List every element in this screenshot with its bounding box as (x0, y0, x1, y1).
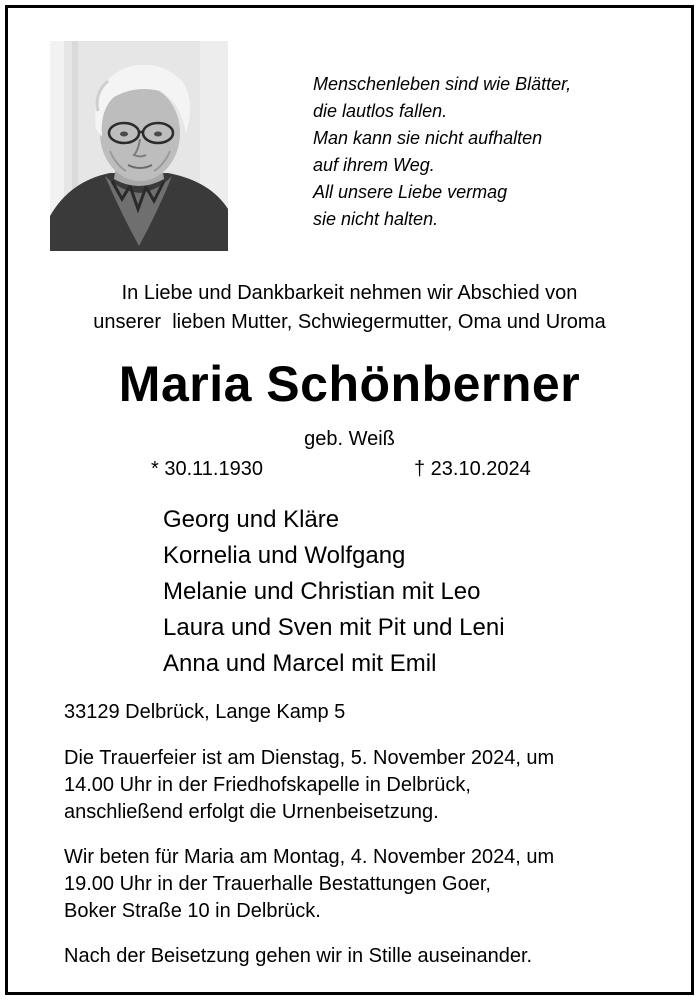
poem-line: Man kann sie nicht aufhalten (313, 128, 543, 148)
poem-line: auf ihrem Weg. (313, 155, 435, 175)
funeral-line: anschließend erfolgt die Urnenbeisetzung. (64, 801, 439, 823)
poem-line: die lautlos fallen. (313, 101, 448, 121)
funeral-info (64, 745, 684, 826)
family-address: 33129 Delbrück, Lange Kamp 5 (64, 701, 346, 723)
family-list (163, 502, 505, 682)
family-member: Kornelia und Wolfgang (163, 542, 406, 569)
poem-line: Menschenleben sind wie Blätter, (313, 74, 572, 94)
family-member: Melanie und Christian mit Leo (163, 578, 481, 605)
intro-text (8, 279, 691, 337)
closing-note (64, 943, 684, 970)
obituary-card (5, 5, 694, 995)
poem-line: All unsere Liebe vermag (313, 182, 508, 202)
family-member: Anna und Marcel mit Emil (163, 650, 437, 677)
birth-date: * 30.11.1930 (151, 458, 263, 480)
closing-line: Nach der Beisetzung gehen wir in Stille auseinander. (64, 945, 533, 967)
birth-name: geb. Weiß (304, 428, 395, 450)
poem-line: sie nicht halten. (313, 209, 439, 229)
prayer-line: Boker Straße 10 in Delbrück. (64, 900, 321, 922)
family-member: Georg und Kläre (163, 506, 340, 533)
prayer-info (64, 844, 684, 925)
family-member: Laura und Sven mit Pit und Leni (163, 614, 505, 641)
poem (313, 71, 673, 233)
intro-line: unserer lieben Mutter, Schwiegermutter, Oma und Uroma (93, 311, 606, 333)
intro-line: In Liebe und Dankbarkeit nehmen wir Abschied von (121, 282, 578, 304)
death-date: † 23.10.2024 (414, 458, 531, 480)
deceased-name: Maria Schönberner (118, 356, 581, 412)
prayer-line: 19.00 Uhr in der Trauerhalle Bestattungen Goer, (64, 873, 491, 895)
portrait-photo (50, 41, 228, 251)
funeral-line: Die Trauerfeier ist am Dienstag, 5. November 2024, um (64, 747, 555, 769)
prayer-line: Wir beten für Maria am Montag, 4. November 2024, um (64, 846, 555, 868)
funeral-line: 14.00 Uhr in der Friedhofskapelle in Delbrück, (64, 774, 471, 796)
